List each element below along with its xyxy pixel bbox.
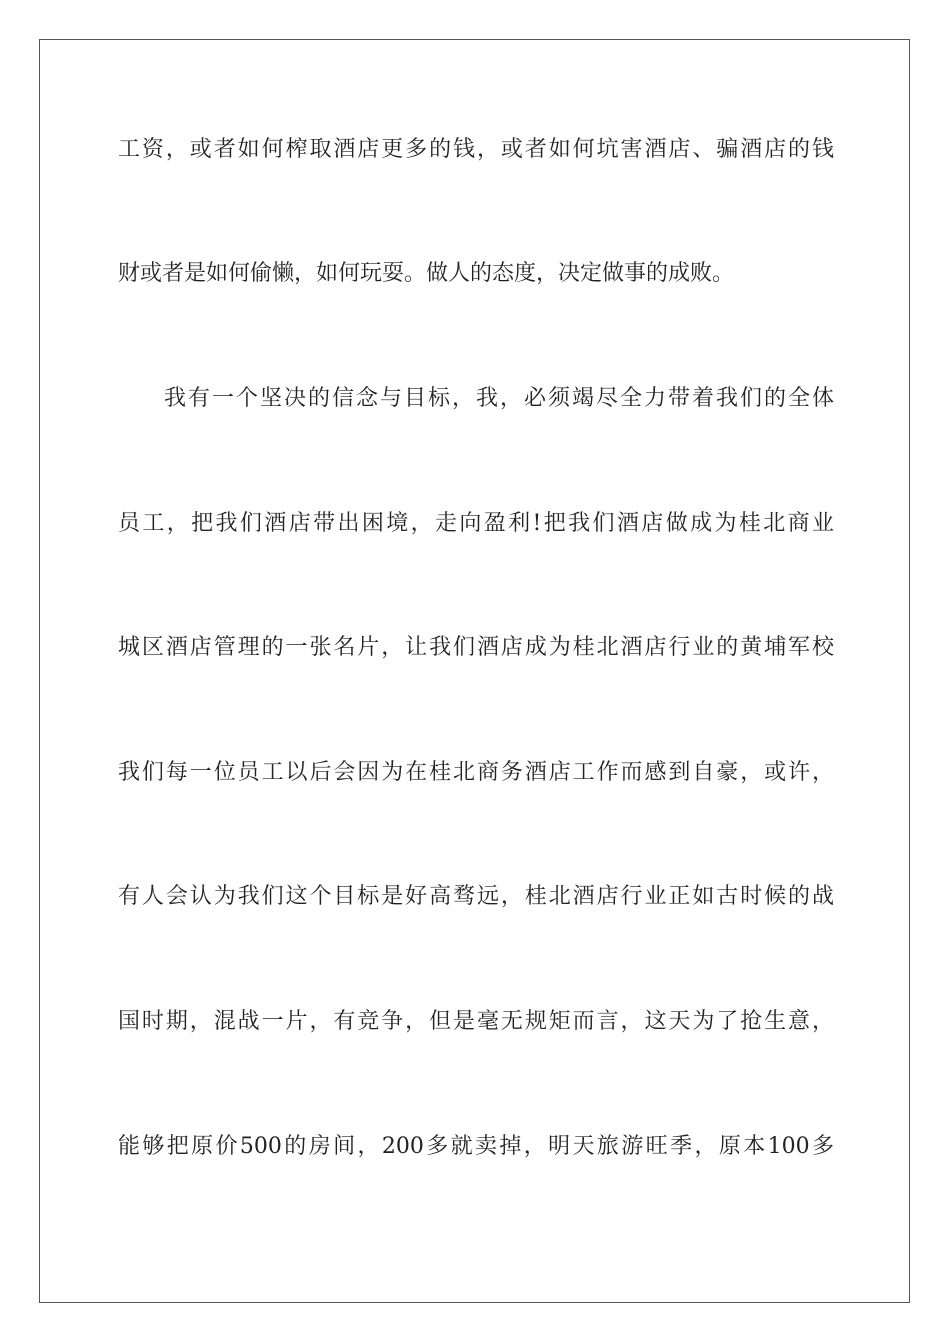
text-line-5: 城区酒店管理的一张名片，让我们酒店成为桂北酒店行业的黄埔军校 bbox=[118, 635, 834, 660]
text-line-8: 国时期，混战一片，有竞争，但是毫无规矩而言，这天为了抢生意， bbox=[118, 1009, 834, 1034]
text-line-9: 能够把原价500的房间，200多就卖掉，明天旅游旺季，原本100多 bbox=[118, 1134, 834, 1159]
text-line-2: 财或者是如何偷懒，如何玩耍。做人的态度，决定做事的成败。 bbox=[118, 261, 735, 286]
text-line-4: 员工，把我们酒店带出困境，走向盈利!把我们酒店做成为桂北商业 bbox=[118, 511, 834, 536]
page-border bbox=[39, 39, 910, 1303]
text-line-6: 我们每一位员工以后会因为在桂北商务酒店工作而感到自豪，或许， bbox=[118, 760, 834, 785]
text-line-3: 我有一个坚决的信念与目标，我，必须竭尽全力带着我们的全体 bbox=[164, 386, 834, 411]
text-line-7: 有人会认为我们这个目标是好高骛远，桂北酒店行业正如古时候的战 bbox=[118, 884, 834, 909]
text-line-1: 工资，或者如何榨取酒店更多的钱，或者如何坑害酒店、骗酒店的钱 bbox=[118, 137, 834, 162]
